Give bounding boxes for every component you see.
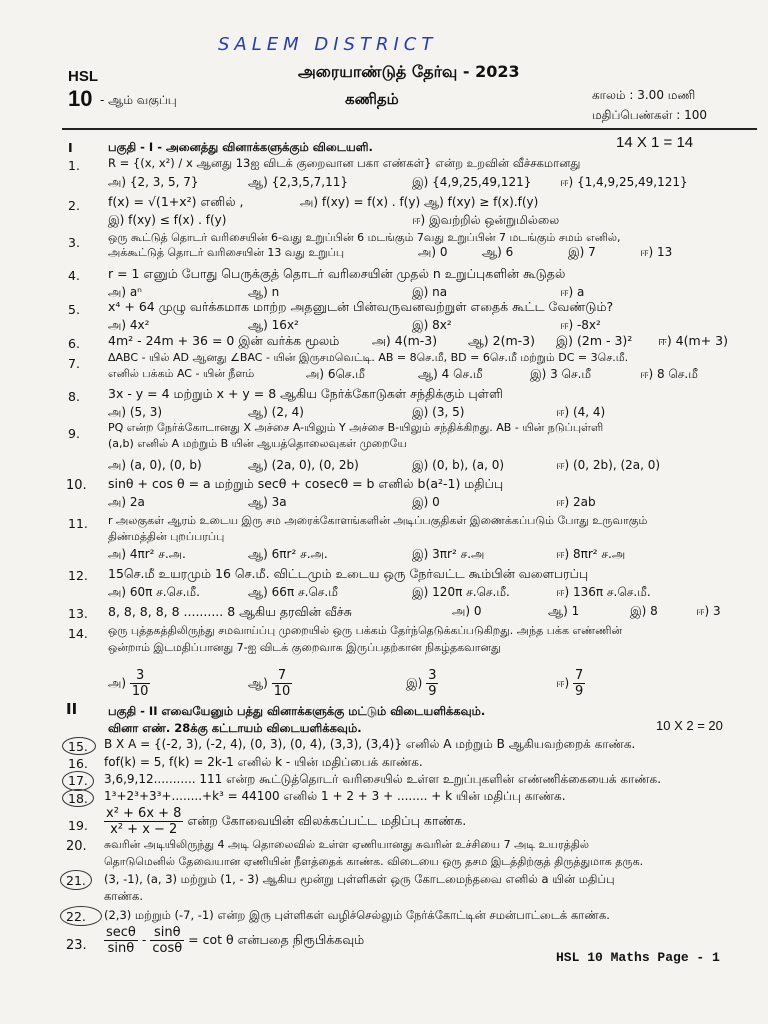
question-number: 16. bbox=[68, 756, 88, 771]
question-number: 14. bbox=[68, 626, 88, 641]
question-19-expression bbox=[104, 806, 466, 837]
option-b: ஆ) 4 செ.மீ bbox=[418, 367, 483, 381]
question-text: (2,3) மற்றும் (-7, -1) என்ற இரு புள்ளிகள் வழிச்செல்லும் நேர்க்கோட்டின் சமன்பாட்டைக் காண்க. bbox=[104, 908, 610, 922]
option-b: ஆ) 66π ச.செ.மீ bbox=[248, 585, 338, 599]
option-label: ஈ) bbox=[556, 676, 570, 690]
question-text-line2: ஒன்றாம் இடமதிப்பானது 7-ஐ விடக் குறைவாக இருப்பதற்கான நிகழ்தகவானது bbox=[108, 641, 501, 654]
question-text: 15செ.மீ உயரமும் 16 செ.மீ. விட்டமும் உடைய ஒரு நேர்வட்ட கூம்பின் வளைபரப்பு bbox=[108, 566, 589, 581]
fraction bbox=[426, 668, 438, 699]
question-text: 3,6,9,12........... 111 என்ற கூட்டுத்தொடர் வரிசையில் உள்ள உறுப்புகளின் எண்ணிக்கையைக் காண்க. bbox=[104, 772, 662, 786]
question-text: (3, -1), (a, 3) மற்றும் (1, - 3) ஆகிய மூன்று புள்ளிகள் ஒரு கோடமைந்தவை எனில் a யின் மதிப்பு bbox=[104, 872, 615, 886]
section-1-marks: 14 X 1 = 14 bbox=[616, 134, 694, 151]
option-a: அ) (a, 0), (0, b) bbox=[108, 458, 202, 472]
class-number: 10 bbox=[68, 86, 93, 111]
question-number: 13. bbox=[68, 606, 88, 621]
option-c: இ) f(xy) ≤ f(x) . f(y) bbox=[108, 213, 227, 227]
option-d: ஈ) 8πr² ச.அ bbox=[556, 547, 626, 561]
header-rule bbox=[62, 128, 757, 130]
numerator: x² + 6x + 8 bbox=[106, 806, 182, 821]
question-number: 7. bbox=[68, 356, 80, 371]
numerator: 7 bbox=[574, 668, 584, 683]
option-label: ஆ) bbox=[248, 676, 268, 690]
option-d: ஈ) (4, 4) bbox=[556, 405, 606, 419]
question-text: சுவரின் அடியிலிருந்து 4 அடி தொலைவில் உள்ள ஏணியானது சுவரின் உச்சியை 7 அடி உயரத்தில் bbox=[104, 838, 589, 851]
option-d: ஈ) 2ab bbox=[556, 495, 596, 509]
option-b: ஆ) 2(m-3) bbox=[468, 333, 536, 348]
option-line: அ) f(xy) = f(x) . f(y) ஆ) f(xy) ≥ f(x).f(y) bbox=[300, 195, 539, 209]
numerator: secθ bbox=[106, 925, 136, 940]
section-1-title: பகுதி - I - அனைத்து வினாக்களுக்கும் விடையளி. bbox=[108, 140, 373, 154]
question-number: 17. bbox=[68, 773, 88, 788]
option-c: இ) na bbox=[412, 285, 448, 299]
option-label: அ) bbox=[108, 676, 127, 690]
question-text: r = 1 எனும் போது பெருக்குத் தொடர் வரிசையின் முதல் n உறுப்புகளின் கூடுதல் bbox=[108, 266, 566, 281]
section-2-title: பகுதி - II எவையேனும் பத்து வினாக்களுக்கு மட்டும் விடையளிக்கவும். bbox=[108, 704, 486, 718]
question-text: r அலகுகள் ஆரம் உடைய இரு சம அரைக்கோளங்களின் அடிப்பகுதிகள் இணைக்கப்படும் போது உருவாகும் bbox=[108, 514, 648, 527]
option-b: ஆ) 16x² bbox=[248, 318, 299, 332]
option-d: ஈ) 8 செ.மீ bbox=[640, 367, 698, 381]
option-b: ஆ) (2, 4) bbox=[248, 405, 304, 419]
option-d: ஈ) 136π ச.செ.மீ. bbox=[556, 585, 651, 599]
question-text: ΔABC - யில் AD ஆனது ∠BAC - யின் இருசமவெட்டி. AB = 8செ.மீ, BD = 6செ.மீ மற்றும் DC = 3செ.மீ. bbox=[108, 351, 629, 364]
option-a: அ) 6செ.மீ bbox=[306, 367, 365, 381]
denominator: 9 bbox=[428, 684, 437, 699]
option-d: ஈ) இவற்றில் ஒன்றுமில்லை bbox=[412, 213, 560, 227]
denominator: sinθ bbox=[107, 941, 135, 956]
option-a: அ) 4x² bbox=[108, 318, 150, 332]
option-d: ஈ) 4(m+ 3) bbox=[658, 333, 728, 348]
section-1-number: I bbox=[68, 140, 73, 155]
option-a: அ) 4πr² ச.அ. bbox=[108, 547, 186, 561]
denominator: 10 bbox=[131, 684, 149, 699]
question-text-line2: எனில் பக்கம் AC - யின் நீளம் bbox=[108, 367, 255, 380]
section-2-number: II bbox=[66, 700, 78, 718]
option-c: இ) 8 bbox=[630, 604, 658, 618]
option-c bbox=[406, 668, 438, 699]
question-text-line2: திண்மத்தின் புறப்பரப்பு bbox=[108, 530, 225, 543]
question-number: 22. bbox=[66, 909, 86, 924]
option-c: இ) (0, b), (a, 0) bbox=[412, 458, 505, 472]
option-a: அ) 4(m-3) bbox=[372, 333, 438, 348]
question-number: 9. bbox=[68, 426, 80, 441]
question-text-line2: (a,b) எனில் A மற்றும் B யின் ஆயத்தொலைவுகள் முறையே bbox=[108, 437, 407, 450]
district-handwriting: SALEM DISTRICT bbox=[218, 34, 438, 55]
option-d: ஈ) 13 bbox=[640, 245, 673, 259]
option-a: அ) 2a bbox=[108, 495, 145, 509]
option-d: ஈ) a bbox=[560, 285, 585, 299]
option-b: ஆ) 3a bbox=[248, 495, 287, 509]
exam-title: அரையாண்டுத் தேர்வு - 2023 bbox=[298, 62, 520, 81]
question-text-line2: காண்க. bbox=[104, 889, 144, 903]
question-number: 8. bbox=[68, 389, 80, 404]
question-text: 4m² - 24m + 36 = 0 இன் வர்க்க மூலம் bbox=[108, 333, 340, 348]
question-number: 23. bbox=[66, 938, 87, 953]
question-text: என்ற கோவையின் விலக்கப்பட்ட மதிப்பு காண்க. bbox=[187, 813, 467, 828]
option-c: இ) 0 bbox=[412, 495, 440, 509]
max-marks: மதிப்பெண்கள் : 100 bbox=[592, 108, 708, 122]
question-text: 8, 8, 8, 8, 8 .......... 8 ஆகிய தரவின் வீச்சு bbox=[108, 604, 352, 619]
question-number: 3. bbox=[68, 235, 80, 250]
question-text: f(x) = √(1+x²) எனில் , bbox=[108, 194, 244, 209]
question-number: 5. bbox=[68, 302, 80, 317]
question-number: 15. bbox=[68, 739, 88, 754]
option-b: ஆ) 6 bbox=[482, 245, 514, 259]
question-text: R = {(x, x²) / x ஆனது 13ஐ விடக் குறைவான பகா எண்கள்} என்ற உறவின் வீச்சகமானது bbox=[108, 156, 581, 170]
numerator: 3 bbox=[130, 668, 151, 684]
page-footer: HSL 10 Maths Page - 1 bbox=[556, 950, 720, 965]
numerator: 3 bbox=[428, 668, 437, 683]
option-a: அ) 60π ச.செ.மீ. bbox=[108, 585, 200, 599]
question-text: sinθ + cos θ = a மற்றும் secθ + cosecθ = b எனில் b(a²-1) மதிப்பு bbox=[108, 476, 504, 491]
question-number: 11. bbox=[68, 516, 88, 531]
question-number: 20. bbox=[66, 839, 87, 854]
section-2-marks: 10 X 2 = 20 bbox=[656, 718, 723, 733]
question-number: 2. bbox=[68, 198, 80, 213]
option-b: ஆ) 1 bbox=[548, 604, 580, 618]
question-number: 10. bbox=[66, 478, 87, 493]
option-a: அ) (5, 3) bbox=[108, 405, 163, 419]
question-text: 1³+2³+3³+........+k³ = 44100 எனில் 1 + 2 + 3 + ........ + k யின் மதிப்பு காண்க. bbox=[104, 789, 566, 803]
option-c: இ) 3πr² ச.அ bbox=[412, 547, 485, 561]
numerator: sinθ bbox=[150, 925, 184, 941]
question-text: B X A = {(-2, 3), (-2, 4), (0, 3), (0, 4), (3,3), (3,4)} எனில் A மற்றும் B ஆகியவற்றைக் காண்க. bbox=[104, 737, 636, 751]
minus-sign: - bbox=[141, 932, 147, 947]
option-a: அ) 0 bbox=[452, 604, 482, 618]
question-number: 1. bbox=[68, 158, 80, 173]
option-c: இ) 3 செ.மீ bbox=[530, 367, 592, 381]
section-2-subtitle: வினா எண். 28க்கு கட்டாயம் விடையளிக்கவும். bbox=[108, 721, 362, 735]
fraction bbox=[130, 668, 151, 699]
option-a: அ) 0 bbox=[418, 245, 448, 259]
denominator: cosθ bbox=[152, 941, 183, 956]
question-23-expression bbox=[104, 925, 364, 956]
question-number: 21. bbox=[66, 873, 86, 888]
option-a bbox=[108, 668, 150, 699]
question-text: 3x - y = 4 மற்றும் x + y = 8 ஆகிய நேர்க்கோடுகள் சந்திக்கும் புள்ளி bbox=[108, 386, 503, 401]
fraction bbox=[573, 668, 585, 699]
question-text: fof(k) = 5, f(k) = 2k-1 எனில் k - யின் மதிப்பைக் காண்க. bbox=[104, 755, 423, 769]
option-a: அ) aⁿ bbox=[108, 285, 142, 299]
question-text: PQ என்ற நேர்க்கோடானது X அச்சை A-யிலும் Y அச்சை B-யிலும் சந்திக்கிறது. AB - யின் நடுப்புள்ளி bbox=[108, 421, 604, 434]
option-d: ஈ) {1,4,9,25,49,121} bbox=[560, 175, 688, 189]
denominator: x² + x − 2 bbox=[110, 822, 178, 837]
fraction bbox=[104, 925, 138, 956]
question-number: 19. bbox=[68, 818, 88, 833]
option-d bbox=[556, 668, 585, 699]
question-number: 4. bbox=[68, 268, 80, 283]
option-b: ஆ) 6πr² ச.அ. bbox=[248, 547, 328, 561]
option-b: ஆ) {2,3,5,7,11} bbox=[248, 175, 349, 189]
option-c: இ) (3, 5) bbox=[412, 405, 465, 419]
option-a: அ) {2, 3, 5, 7} bbox=[108, 175, 199, 189]
option-c: இ) 120π ச.செ.மீ. bbox=[412, 585, 510, 599]
fraction bbox=[272, 668, 293, 699]
option-d: ஈ) 3 bbox=[696, 604, 721, 618]
question-text: ஒரு கூட்டுத் தொடர் வரிசையின் 6-வது உறுப்பின் 6 மடங்கும் 7வது உறுப்பின் 7 மடங்கும் சமம் எனில், bbox=[108, 231, 621, 244]
option-label: இ) bbox=[406, 676, 423, 690]
fraction bbox=[150, 925, 184, 956]
denominator: 10 bbox=[273, 684, 291, 699]
class-label: - ஆம் வகுப்பு bbox=[100, 93, 177, 107]
option-c: இ) (2m - 3)² bbox=[556, 333, 633, 348]
option-d: ஈ) -8x² bbox=[560, 318, 601, 332]
subject-title: கணிதம் bbox=[345, 90, 399, 108]
numerator: 7 bbox=[272, 668, 293, 684]
question-number: 12. bbox=[68, 568, 88, 583]
denominator: 9 bbox=[574, 684, 584, 699]
question-number: 6. bbox=[68, 336, 80, 351]
option-b: ஆ) (2a, 0), (0, 2b) bbox=[248, 458, 359, 472]
option-d: ஈ) (0, 2b), (2a, 0) bbox=[556, 458, 661, 472]
question-text: ஒரு புத்தகத்திலிருந்து சமவாய்ப்பு முறையில் ஒரு பக்கம் தேர்ந்தெடுக்கப்படுகிறது. அந்த பக்க எண்ணின் bbox=[108, 624, 623, 637]
option-c: இ) {4,9,25,49,121} bbox=[412, 175, 532, 189]
option-b bbox=[248, 668, 292, 699]
option-c: இ) 7 bbox=[568, 245, 596, 259]
question-text-line2: தொடுமெனில் தேவையான ஏணியின் நீளத்தைக் காண்க. விடையை ஒரு தசம இடத்திற்குத் திருத்துமாக தருக. bbox=[104, 855, 644, 868]
question-number: 18. bbox=[68, 791, 88, 806]
org-code: HSL bbox=[68, 68, 98, 85]
question-text-line2: அக்கூட்டுத் தொடர் வரிசையின் 13 வது உறுப்பு bbox=[108, 246, 345, 259]
question-text: x⁴ + 64 முழு வர்க்கமாக மாற்ற அதனுடன் பின்வருவனவற்றுள் எதைக் கூட்ட வேண்டும்? bbox=[108, 299, 614, 314]
option-c: இ) 8x² bbox=[412, 318, 452, 332]
fraction bbox=[104, 806, 183, 837]
option-b: ஆ) n bbox=[248, 285, 280, 299]
question-text: = cot θ என்பதை நிரூபிக்கவும் bbox=[188, 932, 365, 947]
exam-duration: காலம் : 3.00 மணி bbox=[592, 88, 696, 102]
